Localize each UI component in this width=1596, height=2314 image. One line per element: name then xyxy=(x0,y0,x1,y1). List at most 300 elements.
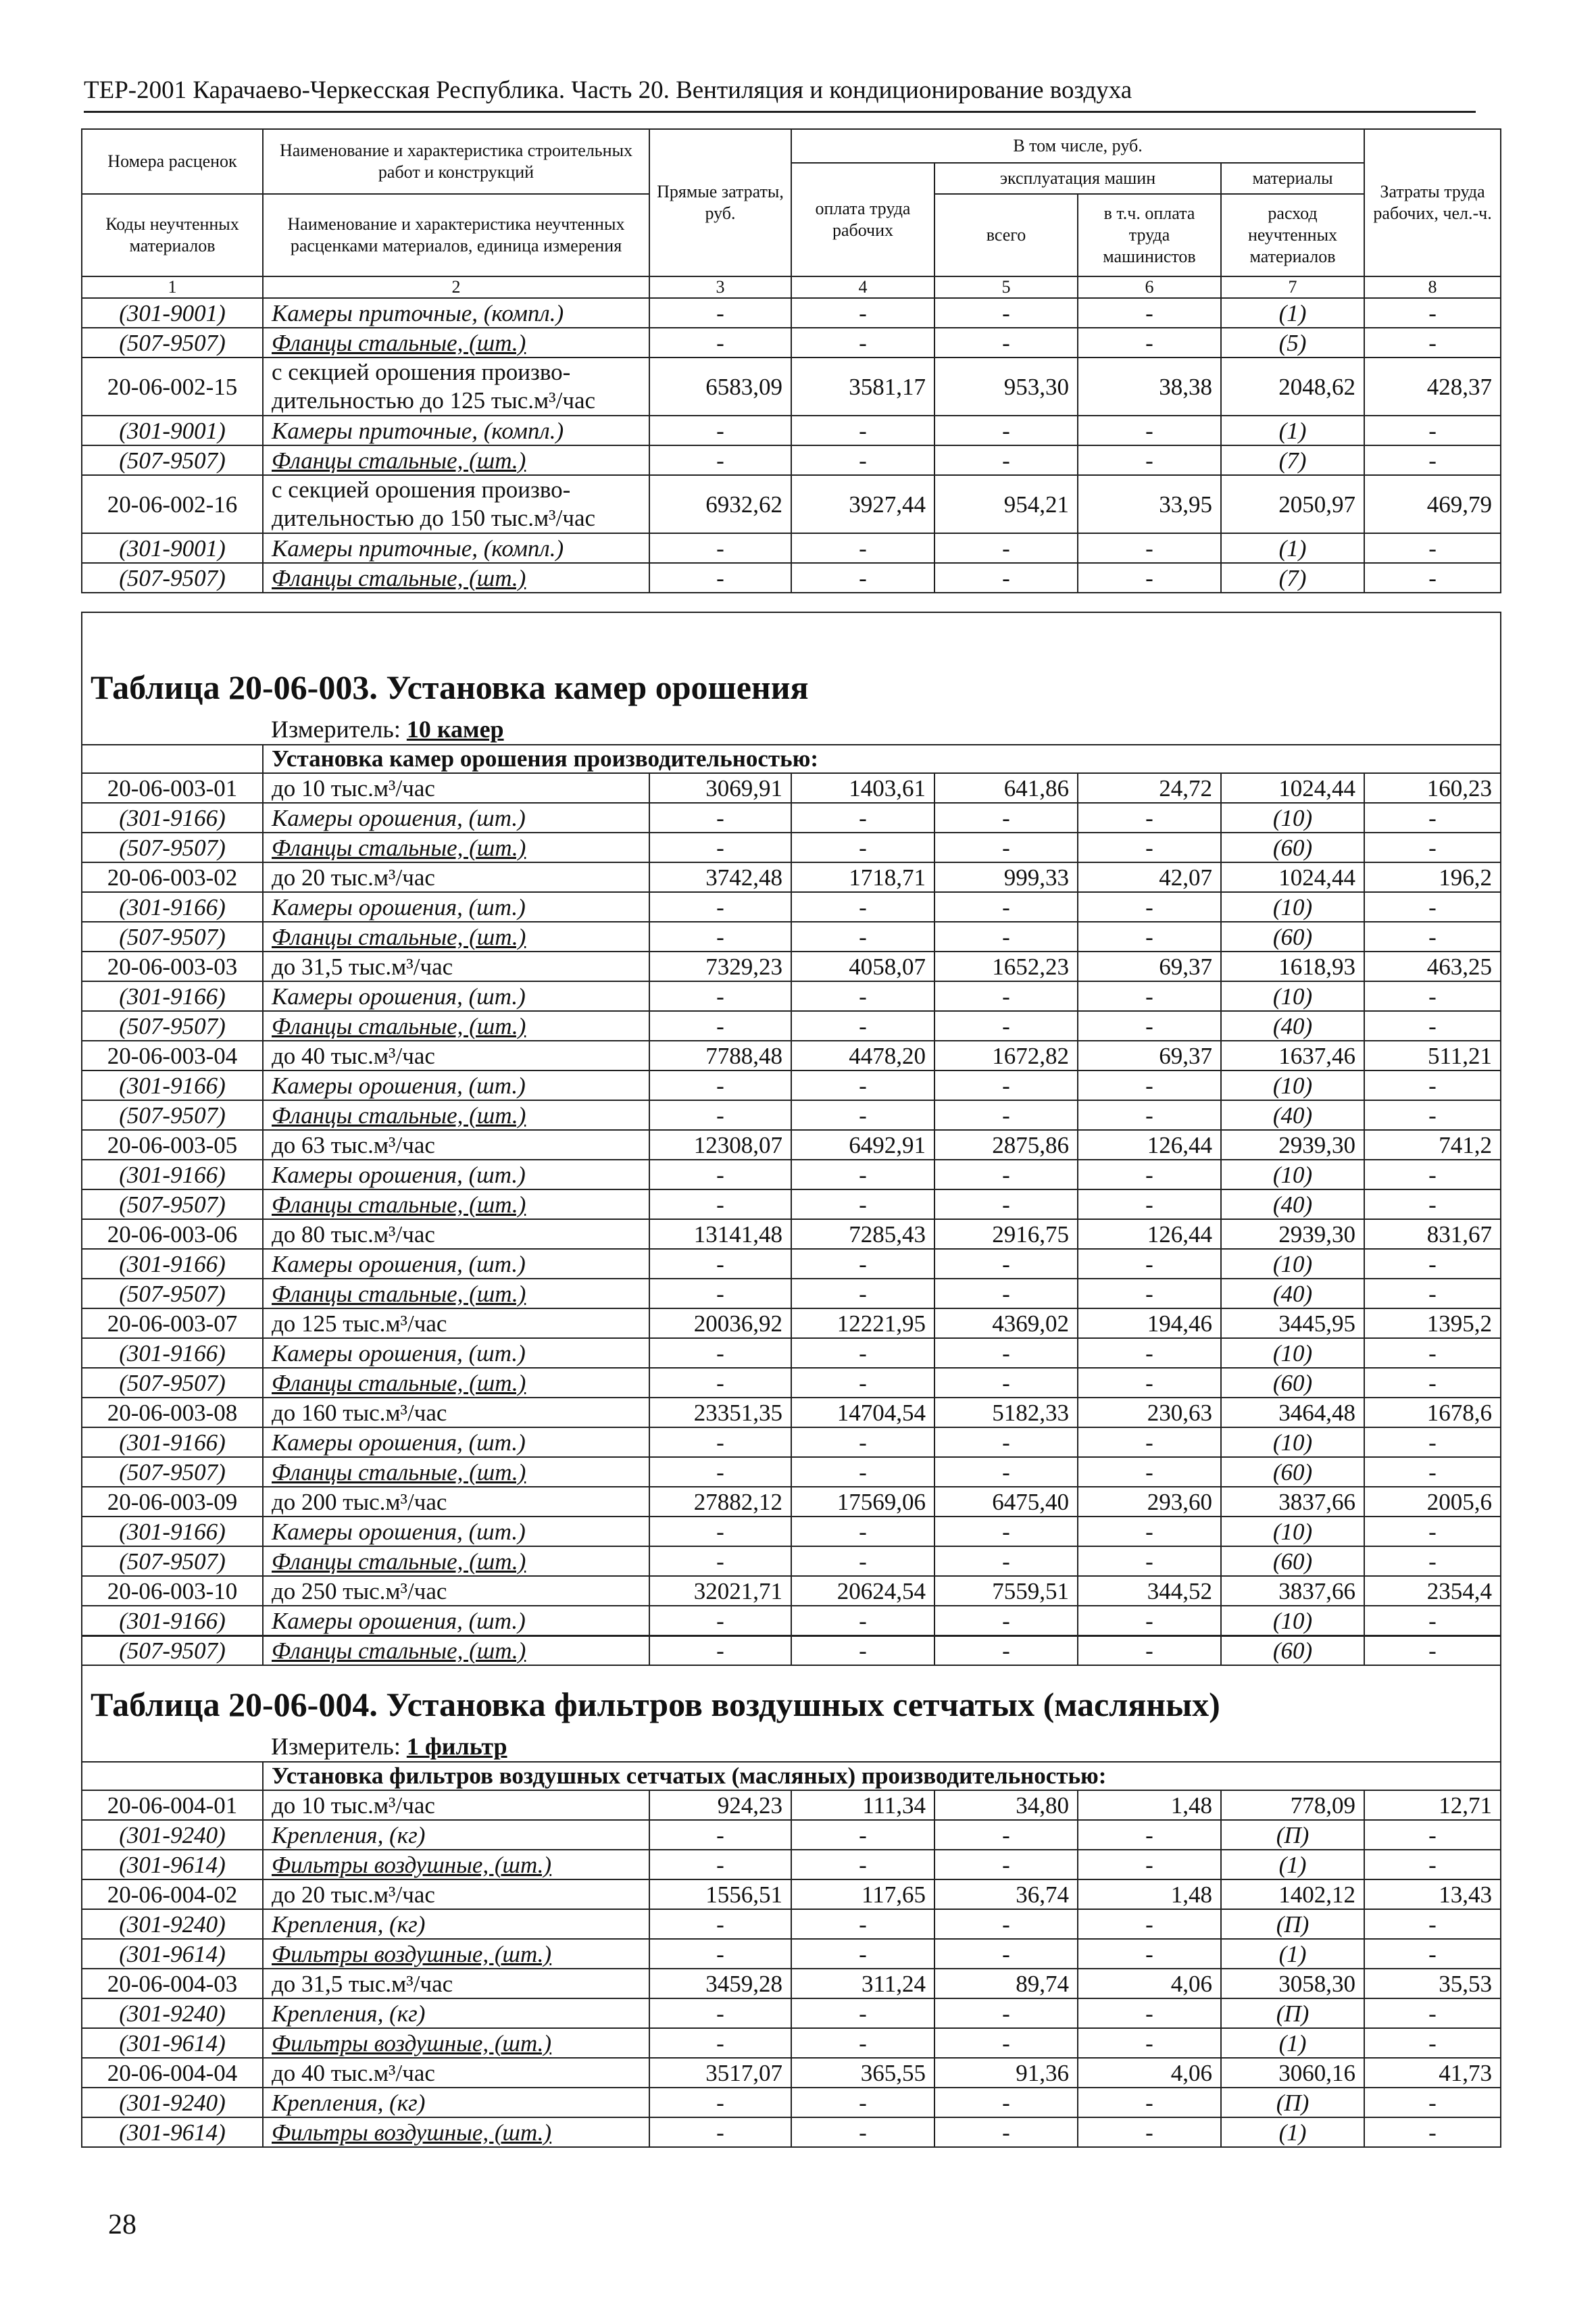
rate-row xyxy=(82,1308,1501,1338)
materials: (40) xyxy=(1221,1279,1364,1308)
labor: - xyxy=(1364,981,1501,1011)
materials: 3464,48 xyxy=(1221,1398,1364,1427)
materials: (1) xyxy=(1221,1939,1364,1969)
rate-code: (507-9507) xyxy=(82,1546,263,1576)
header-materials: материалы xyxy=(1221,163,1364,194)
rate-description: до 31,5 тыс.м³/час xyxy=(263,952,649,981)
rate-description: Крепления, (кг) xyxy=(263,1909,649,1939)
rate-code: 20-06-003-01 xyxy=(82,773,263,803)
col-number: 3 xyxy=(649,276,791,298)
machines-wages: - xyxy=(1078,1011,1221,1041)
direct-costs: - xyxy=(649,1070,791,1100)
labor: - xyxy=(1364,1368,1501,1398)
rate-code: (301-9614) xyxy=(82,1939,263,1969)
direct-costs: - xyxy=(649,1279,791,1308)
wages: - xyxy=(791,2028,934,2058)
material-row xyxy=(82,803,1501,833)
rate-code: 20-06-003-03 xyxy=(82,952,263,981)
machines-wages: 126,44 xyxy=(1078,1219,1221,1249)
materials: (1) xyxy=(1221,2117,1364,2147)
machines-total: - xyxy=(934,1939,1078,1969)
machines-total: - xyxy=(934,981,1078,1011)
wages: 3927,44 xyxy=(791,475,934,533)
rate-description: Камеры приточные, (компл.) xyxy=(263,416,649,445)
rate-code: 20-06-003-04 xyxy=(82,1041,263,1070)
direct-costs: - xyxy=(649,1939,791,1969)
wages: - xyxy=(791,1850,934,1879)
wages: 6492,91 xyxy=(791,1130,934,1160)
wages: - xyxy=(791,1070,934,1100)
direct-costs: - xyxy=(649,445,791,475)
machines-wages: 38,38 xyxy=(1078,358,1221,416)
rate-row xyxy=(82,1969,1501,1998)
rate-code: (507-9507) xyxy=(82,1457,263,1487)
rate-code: 20-06-004-03 xyxy=(82,1969,263,1998)
rate-code: 20-06-003-08 xyxy=(82,1398,263,1427)
machines-total: 7559,51 xyxy=(934,1576,1078,1606)
labor: 428,37 xyxy=(1364,358,1501,416)
direct-costs: - xyxy=(649,1160,791,1189)
materials: 1024,44 xyxy=(1221,773,1364,803)
direct-costs: - xyxy=(649,1546,791,1576)
machines-total: 5182,33 xyxy=(934,1398,1078,1427)
material-row xyxy=(82,1517,1501,1546)
direct-costs: - xyxy=(649,563,791,593)
machines-total: - xyxy=(934,416,1078,445)
wages: - xyxy=(791,1011,934,1041)
wages: - xyxy=(791,445,934,475)
labor: - xyxy=(1364,1070,1501,1100)
machines-total: - xyxy=(934,1070,1078,1100)
rate-description: Камеры приточные, (компл.) xyxy=(263,298,649,328)
wages: - xyxy=(791,833,934,862)
materials: (60) xyxy=(1221,922,1364,952)
rate-code: 20-06-003-02 xyxy=(82,862,263,892)
rate-code: (301-9166) xyxy=(82,1160,263,1189)
materials: (60) xyxy=(1221,833,1364,862)
materials: 778,09 xyxy=(1221,1790,1364,1820)
machines-wages: - xyxy=(1078,1189,1221,1219)
machines-wages: 194,46 xyxy=(1078,1308,1221,1338)
machines-wages: - xyxy=(1078,563,1221,593)
machines-wages: - xyxy=(1078,1517,1221,1546)
machines-total: - xyxy=(934,1011,1078,1041)
wages: - xyxy=(791,533,934,563)
material-row xyxy=(82,298,1501,328)
material-row xyxy=(82,1606,1501,1635)
rate-code: 20-06-003-05 xyxy=(82,1130,263,1160)
labor: 2354,4 xyxy=(1364,1576,1501,1606)
rate-row xyxy=(82,1398,1501,1427)
machines-total: - xyxy=(934,892,1078,922)
materials: (10) xyxy=(1221,1517,1364,1546)
rate-row xyxy=(82,1487,1501,1517)
wages: 14704,54 xyxy=(791,1398,934,1427)
material-row xyxy=(82,1427,1501,1457)
rate-code: (507-9507) xyxy=(82,563,263,593)
table-003-title: Таблица 20-06-003. Установка камер орошения xyxy=(82,660,1501,714)
direct-costs: - xyxy=(649,981,791,1011)
rate-code: 20-06-004-04 xyxy=(82,2058,263,2088)
spacer xyxy=(82,1762,263,1790)
labor: 196,2 xyxy=(1364,862,1501,892)
material-row xyxy=(82,416,1501,445)
rate-row xyxy=(82,862,1501,892)
machines-total: - xyxy=(934,533,1078,563)
spacer xyxy=(82,745,263,773)
wages: - xyxy=(791,803,934,833)
rate-code: (507-9507) xyxy=(82,1011,263,1041)
rate-description: до 160 тыс.м³/час xyxy=(263,1398,649,1427)
rate-description: до 63 тыс.м³/час xyxy=(263,1130,649,1160)
material-row xyxy=(82,1368,1501,1398)
materials: (60) xyxy=(1221,1635,1364,1665)
material-row xyxy=(82,1189,1501,1219)
rate-code: 20-06-003-07 xyxy=(82,1308,263,1338)
wages: - xyxy=(791,1546,934,1576)
machines-wages: - xyxy=(1078,1635,1221,1665)
rate-description: до 40 тыс.м³/час xyxy=(263,1041,649,1070)
materials: (7) xyxy=(1221,563,1364,593)
labor: 463,25 xyxy=(1364,952,1501,981)
col-number: 5 xyxy=(934,276,1078,298)
machines-total: 4369,02 xyxy=(934,1308,1078,1338)
rate-description: Фильтры воздушные, (шт.) xyxy=(263,2117,649,2147)
col-number: 8 xyxy=(1364,276,1501,298)
labor: - xyxy=(1364,328,1501,358)
labor: - xyxy=(1364,1606,1501,1635)
direct-costs: - xyxy=(649,1457,791,1487)
spacer xyxy=(82,1636,1501,1677)
wages: - xyxy=(791,1909,934,1939)
rate-row xyxy=(82,1576,1501,1606)
header-rate-numbers: Номера расценок xyxy=(82,129,263,194)
labor: - xyxy=(1364,1909,1501,1939)
header-labor: Затраты труда рабочих, чел.-ч. xyxy=(1364,129,1501,276)
rate-description: Камеры орошения, (шт.) xyxy=(263,803,649,833)
labor: - xyxy=(1364,1850,1501,1879)
block1-body xyxy=(82,298,1501,593)
machines-total: - xyxy=(934,1606,1078,1635)
labor: 1395,2 xyxy=(1364,1308,1501,1338)
rate-description: Камеры орошения, (шт.) xyxy=(263,892,649,922)
machines-total: 1652,23 xyxy=(934,952,1078,981)
rate-description: Фланцы стальные, (шт.) xyxy=(263,833,649,862)
table-004 xyxy=(81,1635,1501,2148)
direct-costs: - xyxy=(649,1998,791,2028)
material-row xyxy=(82,2028,1501,2058)
wages: - xyxy=(791,1338,934,1368)
rate-code: (301-9166) xyxy=(82,1517,263,1546)
machines-wages: - xyxy=(1078,1279,1221,1308)
direct-costs: 3517,07 xyxy=(649,2058,791,2088)
material-row xyxy=(82,1457,1501,1487)
direct-costs: - xyxy=(649,1820,791,1850)
machines-wages: 69,37 xyxy=(1078,952,1221,981)
header-work-name: Наименование и характеристика строительных работ и конструкций xyxy=(263,129,649,194)
header-in-total: В том числе, руб. xyxy=(791,129,1364,163)
spacer xyxy=(82,714,263,745)
labor: - xyxy=(1364,1457,1501,1487)
materials: (П) xyxy=(1221,1909,1364,1939)
rate-row xyxy=(82,1041,1501,1070)
rate-code: (507-9507) xyxy=(82,1189,263,1219)
machines-total: - xyxy=(934,2117,1078,2147)
table-004-title: Таблица 20-06-004. Установка фильтров воздушных сетчатых (масляных) xyxy=(82,1677,1501,1731)
material-row xyxy=(82,563,1501,593)
rate-code: 20-06-003-10 xyxy=(82,1576,263,1606)
labor: - xyxy=(1364,2117,1501,2147)
materials: (1) xyxy=(1221,416,1364,445)
rate-description: Фланцы стальные, (шт.) xyxy=(263,445,649,475)
material-row xyxy=(82,922,1501,952)
header-machines: эксплуатация машин xyxy=(934,163,1221,194)
rate-row xyxy=(82,475,1501,533)
rate-description: до 40 тыс.м³/час xyxy=(263,2058,649,2088)
materials: 1618,93 xyxy=(1221,952,1364,981)
rate-code: (301-9614) xyxy=(82,2117,263,2147)
materials: 1402,12 xyxy=(1221,1879,1364,1909)
labor: - xyxy=(1364,1517,1501,1546)
wages: - xyxy=(791,892,934,922)
labor: 41,73 xyxy=(1364,2058,1501,2088)
direct-costs: - xyxy=(649,1011,791,1041)
measure-label: Измеритель: xyxy=(271,716,401,743)
material-row xyxy=(82,1160,1501,1189)
wages: 117,65 xyxy=(791,1879,934,1909)
rate-description: Фланцы стальные, (шт.) xyxy=(263,1546,649,1576)
machines-wages: - xyxy=(1078,1820,1221,1850)
materials: 1637,46 xyxy=(1221,1041,1364,1070)
rate-code: (301-9166) xyxy=(82,1427,263,1457)
rate-code: (301-9240) xyxy=(82,1820,263,1850)
machines-total: - xyxy=(934,1249,1078,1279)
spacer xyxy=(82,612,1501,660)
materials: 3837,66 xyxy=(1221,1487,1364,1517)
wages: 12221,95 xyxy=(791,1308,934,1338)
rate-code: (301-9166) xyxy=(82,892,263,922)
machines-wages: 69,37 xyxy=(1078,1041,1221,1070)
materials: (10) xyxy=(1221,1070,1364,1100)
rate-description: Камеры орошения, (шт.) xyxy=(263,1427,649,1457)
rate-description: с секцией орошения произво-дительностью до 125 тыс.м³/час xyxy=(263,358,649,416)
rate-description: Камеры орошения, (шт.) xyxy=(263,1606,649,1635)
material-row xyxy=(82,2117,1501,2147)
rate-row xyxy=(82,1790,1501,1820)
labor: 35,53 xyxy=(1364,1969,1501,1998)
wages: - xyxy=(791,1635,934,1665)
machines-wages: - xyxy=(1078,298,1221,328)
direct-costs: - xyxy=(649,2117,791,2147)
machines-total: 954,21 xyxy=(934,475,1078,533)
block3-body xyxy=(82,1790,1501,2147)
machines-total: 6475,40 xyxy=(934,1487,1078,1517)
rate-code: (301-9240) xyxy=(82,1998,263,2028)
material-row xyxy=(82,981,1501,1011)
material-row xyxy=(82,1998,1501,2028)
machines-total: - xyxy=(934,1998,1078,2028)
rate-code: 20-06-002-15 xyxy=(82,358,263,416)
rate-description: до 20 тыс.м³/час xyxy=(263,1879,649,1909)
rate-description: до 200 тыс.м³/час xyxy=(263,1487,649,1517)
direct-costs: - xyxy=(649,1189,791,1219)
rate-code: (301-9001) xyxy=(82,416,263,445)
col-number: 6 xyxy=(1078,276,1221,298)
direct-costs: - xyxy=(649,1100,791,1130)
machines-wages: - xyxy=(1078,533,1221,563)
rate-row xyxy=(82,952,1501,981)
machines-total: - xyxy=(934,1517,1078,1546)
measure-value: 1 фильтр xyxy=(406,1733,507,1760)
machines-total: - xyxy=(934,803,1078,833)
materials: (10) xyxy=(1221,892,1364,922)
direct-costs: 23351,35 xyxy=(649,1398,791,1427)
rate-description: Фланцы стальные, (шт.) xyxy=(263,1279,649,1308)
labor: 741,2 xyxy=(1364,1130,1501,1160)
table-004-measure xyxy=(263,1731,1501,1762)
direct-costs: 1556,51 xyxy=(649,1879,791,1909)
rate-row xyxy=(82,2058,1501,2088)
wages: - xyxy=(791,1100,934,1130)
labor: - xyxy=(1364,1160,1501,1189)
machines-total: 34,80 xyxy=(934,1790,1078,1820)
machines-wages: 4,06 xyxy=(1078,1969,1221,1998)
wages: 7285,43 xyxy=(791,1219,934,1249)
rate-code: (301-9001) xyxy=(82,298,263,328)
wages: - xyxy=(791,1189,934,1219)
rate-code: (301-9166) xyxy=(82,1249,263,1279)
rate-code: 20-06-004-01 xyxy=(82,1790,263,1820)
materials: (10) xyxy=(1221,803,1364,833)
machines-wages: - xyxy=(1078,1368,1221,1398)
materials: (10) xyxy=(1221,1160,1364,1189)
rate-code: (507-9507) xyxy=(82,445,263,475)
labor: 13,43 xyxy=(1364,1879,1501,1909)
rate-row xyxy=(82,358,1501,416)
labor: 511,21 xyxy=(1364,1041,1501,1070)
machines-wages: - xyxy=(1078,922,1221,952)
machines-total: 2916,75 xyxy=(934,1219,1078,1249)
rate-description: до 31,5 тыс.м³/час xyxy=(263,1969,649,1998)
wages: 311,24 xyxy=(791,1969,934,1998)
direct-costs: - xyxy=(649,1909,791,1939)
rate-description: до 80 тыс.м³/час xyxy=(263,1219,649,1249)
material-row xyxy=(82,1546,1501,1576)
wages: - xyxy=(791,922,934,952)
machines-total: - xyxy=(934,1635,1078,1665)
labor: - xyxy=(1364,1100,1501,1130)
direct-costs: - xyxy=(649,803,791,833)
rate-description: Крепления, (кг) xyxy=(263,1820,649,1850)
materials: (10) xyxy=(1221,1606,1364,1635)
rate-description: до 10 тыс.м³/час xyxy=(263,773,649,803)
material-row xyxy=(82,1850,1501,1879)
direct-costs: - xyxy=(649,833,791,862)
machines-total: - xyxy=(934,1100,1078,1130)
direct-costs: 27882,12 xyxy=(649,1487,791,1517)
materials: (10) xyxy=(1221,1249,1364,1279)
machines-total: - xyxy=(934,1909,1078,1939)
machines-wages: - xyxy=(1078,803,1221,833)
rate-code: (507-9507) xyxy=(82,833,263,862)
rate-description: Камеры орошения, (шт.) xyxy=(263,1160,649,1189)
machines-total: - xyxy=(934,1850,1078,1879)
machines-wages: - xyxy=(1078,2117,1221,2147)
direct-costs: 3069,91 xyxy=(649,773,791,803)
page-number: 28 xyxy=(108,2209,136,2240)
rate-row xyxy=(82,1219,1501,1249)
header-machines-total: всего xyxy=(934,194,1078,276)
materials: (10) xyxy=(1221,1338,1364,1368)
materials: (40) xyxy=(1221,1100,1364,1130)
labor: 831,67 xyxy=(1364,1219,1501,1249)
labor: - xyxy=(1364,1546,1501,1576)
material-row xyxy=(82,1820,1501,1850)
rate-description: Фланцы стальные, (шт.) xyxy=(263,1635,649,1665)
rate-row xyxy=(82,1130,1501,1160)
direct-costs: 3742,48 xyxy=(649,862,791,892)
material-row xyxy=(82,1100,1501,1130)
materials: (60) xyxy=(1221,1546,1364,1576)
machines-total: - xyxy=(934,1279,1078,1308)
labor: 160,23 xyxy=(1364,773,1501,803)
labor: - xyxy=(1364,2088,1501,2117)
machines-wages: 24,72 xyxy=(1078,773,1221,803)
materials: 3445,95 xyxy=(1221,1308,1364,1338)
rate-code: (507-9507) xyxy=(82,922,263,952)
labor: - xyxy=(1364,1820,1501,1850)
rate-description: Камеры орошения, (шт.) xyxy=(263,1338,649,1368)
wages: - xyxy=(791,416,934,445)
rate-description: Камеры орошения, (шт.) xyxy=(263,1070,649,1100)
direct-costs: - xyxy=(649,1427,791,1457)
table-003 xyxy=(81,612,1501,1666)
machines-total: 641,86 xyxy=(934,773,1078,803)
labor: - xyxy=(1364,1011,1501,1041)
wages: 20624,54 xyxy=(791,1576,934,1606)
machines-wages: 293,60 xyxy=(1078,1487,1221,1517)
rate-description: Крепления, (кг) xyxy=(263,1998,649,2028)
machines-total: - xyxy=(934,298,1078,328)
materials: (10) xyxy=(1221,1427,1364,1457)
wages: 365,55 xyxy=(791,2058,934,2088)
machines-total: - xyxy=(934,1820,1078,1850)
wages: 1403,61 xyxy=(791,773,934,803)
rate-code: (301-9614) xyxy=(82,2028,263,2058)
col-number: 1 xyxy=(82,276,263,298)
machines-wages: - xyxy=(1078,1546,1221,1576)
labor: - xyxy=(1364,833,1501,862)
rate-description: Фильтры воздушные, (шт.) xyxy=(263,1939,649,1969)
direct-costs: - xyxy=(649,922,791,952)
rate-code: (301-9166) xyxy=(82,1606,263,1635)
machines-wages: - xyxy=(1078,833,1221,862)
measure-value: 10 камер xyxy=(406,716,504,743)
machines-wages: - xyxy=(1078,892,1221,922)
machines-wages: - xyxy=(1078,1070,1221,1100)
wages: - xyxy=(791,1279,934,1308)
direct-costs: - xyxy=(649,2088,791,2117)
labor: - xyxy=(1364,1635,1501,1665)
material-row xyxy=(82,533,1501,563)
materials: 1024,44 xyxy=(1221,862,1364,892)
machines-total: 953,30 xyxy=(934,358,1078,416)
material-row xyxy=(82,1279,1501,1308)
machines-wages: 126,44 xyxy=(1078,1130,1221,1160)
materials: (7) xyxy=(1221,445,1364,475)
col-number: 2 xyxy=(263,276,649,298)
material-row xyxy=(82,1338,1501,1368)
